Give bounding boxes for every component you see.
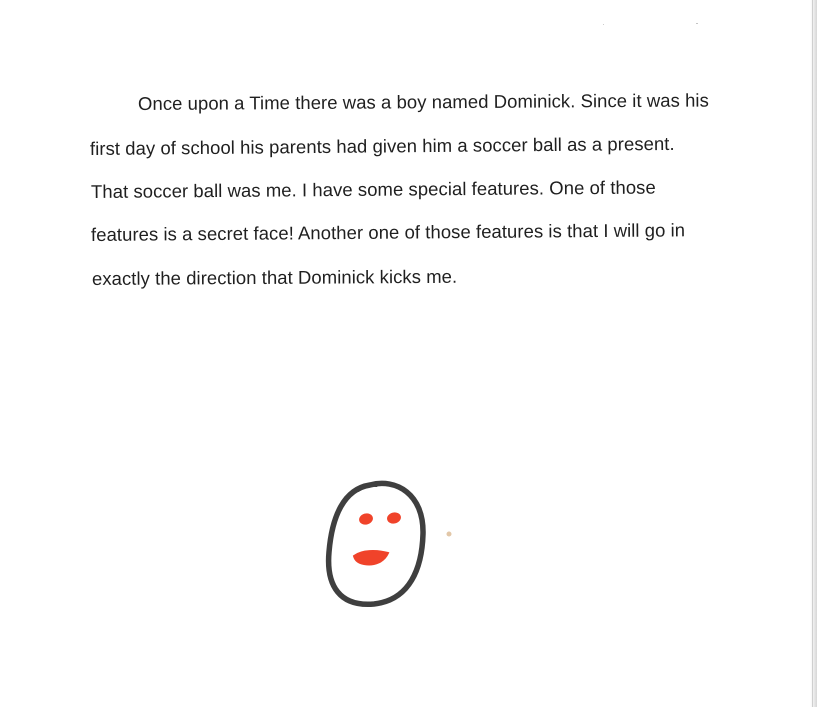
story-text [0,0,817,320]
story-line-5: exactly the direction that Dominick kicks me. [91,265,458,289]
page-edge-line [812,0,813,707]
story-line-1: Once upon a Time there was a boy named Dominick. Since it was his [137,89,709,114]
mouth [354,551,388,564]
right-eye [386,511,402,525]
paper-speck [447,532,452,537]
face-outline [329,483,423,604]
story-line-4: features is a secret face! Another one of those features is that I will go in [90,219,686,245]
story-line-3: That soccer ball was me. I have some special features. One of those [90,176,656,202]
story-line-2: first day of school his parents had given him a soccer ball as a present. [89,132,675,159]
left-eye [358,512,374,526]
soccer-ball-face-icon [318,476,468,616]
